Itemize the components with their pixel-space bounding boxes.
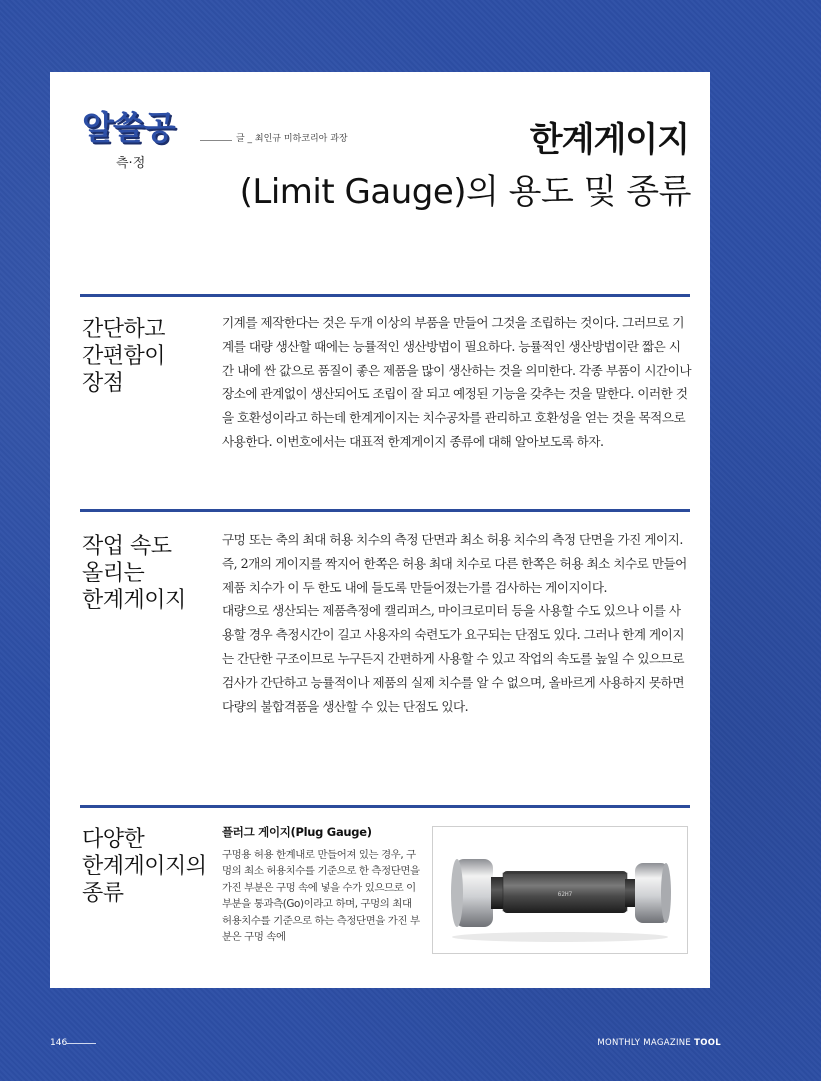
section-heading xyxy=(82,826,207,907)
plug-gauge-photo xyxy=(432,826,688,954)
section-heading xyxy=(82,316,165,397)
article-subtitle: (Limit Gauge)의 용도 및 종류 xyxy=(239,172,691,212)
section-body xyxy=(222,311,692,454)
paragraph: 기계를 제작한다는 것은 두개 이상의 부품을 만들어 그것을 조립하는 것이다. 그러므로 기계를 대량 생산할 때에는 능률적인 생산방법이 필요하다. 능률적인 생산방법이란 짧은 시간 내에 싼 값으로 품질이 좋은 제품을 많이 생산하는 것을 의미한다. 각종 부품이 시간이나 장소에 관계없이 생산되어도 조립이 잘 되고 예정된 기능을 갖추는 것을 말한다. 이러한 것을 호환성이라고 하는데 한계게이지는 치수공차를 관리하고 호환성을 얻는 것을 목적으로 사용한다. 이번호에서는 대표적 한계게이지 종류에 대해 알아보도록 하자. xyxy=(222,315,692,449)
category-label: 측·정 xyxy=(116,156,146,171)
section-heading-line: 한계게이지의 xyxy=(82,854,207,879)
section-body xyxy=(222,528,692,718)
plug-gauge-illustration xyxy=(433,827,687,953)
page-number-rule xyxy=(66,1043,96,1044)
section-heading-line: 간단하고 xyxy=(82,317,166,342)
gauge-engraving: 62H7 xyxy=(557,891,573,898)
section-rule xyxy=(80,805,690,808)
section-heading-line: 다양한 xyxy=(82,827,145,852)
section-heading-line: 장점 xyxy=(82,371,124,396)
plug-gauge-body xyxy=(222,847,422,945)
paragraph: 대량으로 생산되는 제품측정에 캘리퍼스, 마이크로미터 등을 사용할 수도 있으나 이를 사용할 경우 측정시간이 길고 사용자의 숙련도가 요구되는 단점도 있다. 그러나 한계 게이지는 간단한 구조이므로 누구든지 간편하게 사용할 수 있고 작업의 속도를 높일 수 있으므로 검사가 간단하고 능률적이나 제품의 실제 치수를 알 수 없으며, 올바르게 사용하지 못하면 다량의 불합격품을 생산할 수 있는 단점도 있다. xyxy=(222,603,684,714)
byline: 글 _ 최인규 미하코리아 과장 xyxy=(236,134,348,144)
section-rule xyxy=(80,509,690,512)
column-logo: 알쓸공 xyxy=(82,108,175,147)
section-heading-line: 작업 속도 xyxy=(82,534,172,559)
page-number: 146 xyxy=(50,1038,68,1048)
section-heading-line: 올리는 xyxy=(82,561,145,586)
magazine-title: TOOL xyxy=(694,1038,721,1048)
paragraph: 구멍용 허용 한계내로 만들어져 있는 경우, 구멍의 최소 허용치수를 기준으로 한 측정단면을 가진 부분은 구멍 속에 넣을 수가 있으므로 이 부분을 통과측(Go)이라고 하며, 구멍의 최대 허용치수를 기준으로 하는 측정단면을 가진 부분은 구멍 속에 xyxy=(222,849,420,944)
byline-divider xyxy=(200,140,232,141)
section-heading-line: 간편함이 xyxy=(82,344,166,369)
section-heading-line: 종류 xyxy=(82,881,124,906)
article-title: 한계게이지 xyxy=(529,120,689,160)
magazine-name xyxy=(597,1038,721,1048)
section-heading-line: 한계게이지 xyxy=(82,588,186,613)
section-heading xyxy=(82,533,186,614)
plug-gauge-subheading: 플러그 게이지(Plug Gauge) xyxy=(222,825,372,839)
magazine-prefix: MONTHLY MAGAZINE xyxy=(597,1038,692,1048)
section-rule xyxy=(80,294,690,297)
paragraph: 구멍 또는 축의 최대 허용 치수의 측정 단면과 최소 허용 치수의 측정 단면을 가진 게이지. 즉, 2개의 게이지를 짝지어 한쪽은 허용 최대 치수로 다른 한쪽은 허용 최소 치수로 만들어 제품 치수가 이 두 한도 내에 들도록 만들어졌는가를 검사하는 게이지이다. xyxy=(222,532,687,595)
